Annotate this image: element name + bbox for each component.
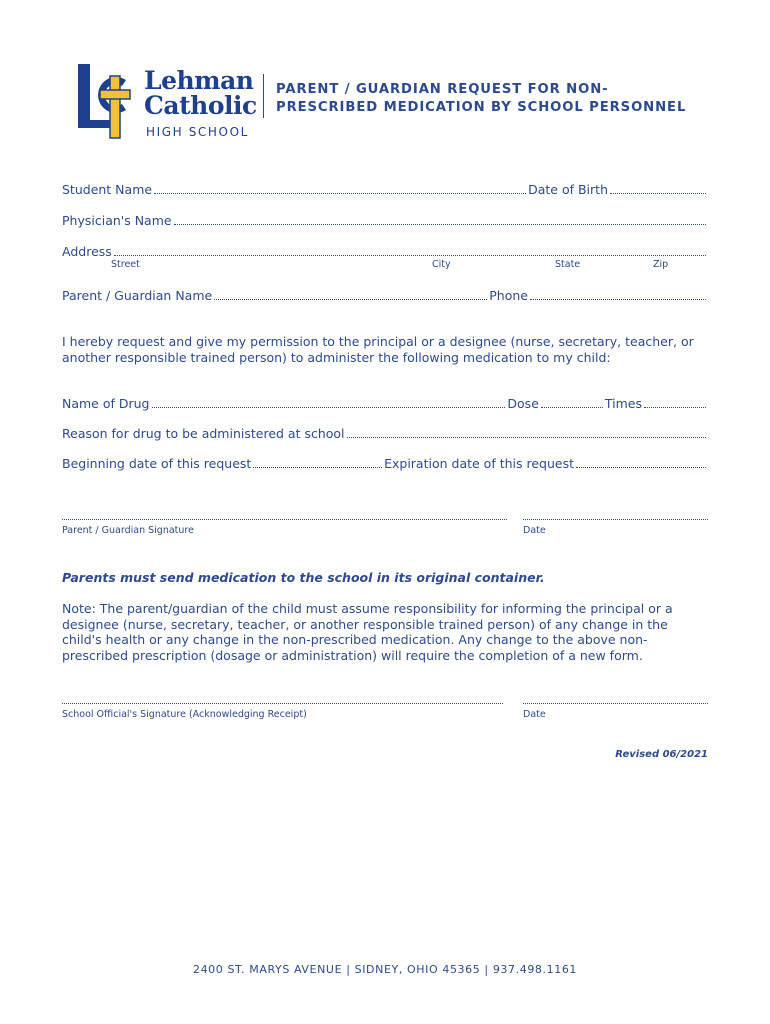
address-state-label: State — [555, 259, 581, 270]
logo-word-high-school: HIGH SCHOOL — [146, 125, 249, 139]
physician-name-label: Physician's Name — [62, 213, 172, 228]
revised-date: Revised 06/2021 — [615, 749, 708, 760]
guardian-name-field[interactable] — [214, 298, 487, 300]
form-title — [276, 81, 746, 117]
guardian-date-line[interactable] — [523, 519, 708, 520]
drug-name-field[interactable] — [152, 406, 506, 408]
beginning-date-field[interactable] — [253, 466, 382, 468]
student-row — [62, 182, 708, 197]
physician-name-field[interactable] — [174, 223, 706, 225]
official-signature-line[interactable] — [62, 703, 503, 704]
address-city-label: City — [432, 259, 451, 270]
address-row — [62, 244, 708, 259]
guardian-date-label: Date — [523, 525, 546, 536]
reason-field[interactable] — [347, 436, 706, 438]
logo-word-catholic: Catholic — [144, 91, 257, 120]
address-street-label: Street — [111, 259, 140, 270]
student-name-label: Student Name — [62, 182, 153, 197]
dob-label: Date of Birth — [528, 182, 608, 197]
lc-cross-logo-icon — [76, 62, 132, 140]
guardian-row — [62, 288, 708, 303]
official-date-line[interactable] — [523, 703, 708, 704]
physician-row — [62, 213, 708, 228]
dates-row — [62, 456, 708, 471]
note-paragraph: Note: The parent/guardian of the child must assume responsibility for informing the principal or a designee (nurse, secretary, teacher, or another responsible trained person) of any change in the child's health or any change in the non-prescribed medication. Any change to the above non-prescribed prescription (dosage or administration) will require the completion of a new form. — [62, 601, 673, 663]
dob-field[interactable] — [610, 192, 706, 194]
official-date-label: Date — [523, 709, 546, 720]
student-name-field[interactable] — [154, 192, 526, 194]
drug-row — [62, 396, 708, 411]
header-divider — [263, 74, 264, 118]
guardian-signature-label: Parent / Guardian Signature — [62, 525, 194, 536]
dose-label: Dose — [507, 396, 539, 411]
phone-label: Phone — [489, 288, 528, 303]
drug-name-label: Name of Drug — [62, 396, 150, 411]
request-paragraph: I hereby request and give my permission to the principal or a designee (nurse, secretary, teacher, or another responsible trained person) to administer the following medication to my child: — [62, 334, 694, 365]
dose-field[interactable] — [541, 406, 603, 408]
times-field[interactable] — [644, 406, 706, 408]
footer-address: 2400 ST. MARYS AVENUE | SIDNEY, OHIO 45365 | 937.498.1161 — [192, 963, 578, 976]
phone-field[interactable] — [530, 298, 706, 300]
official-signature-label: School Official's Signature (Acknowledging Receipt) — [62, 709, 307, 720]
school-logo — [76, 62, 256, 142]
times-label: Times — [604, 396, 642, 411]
expiration-date-field[interactable] — [576, 466, 706, 468]
expiration-date-label: Expiration date of this request — [384, 456, 574, 471]
logo-word-lehman: Lehman — [144, 66, 254, 95]
beginning-date-label: Beginning date of this request — [62, 456, 252, 471]
reason-row — [62, 426, 708, 441]
address-field[interactable] — [114, 254, 706, 256]
container-notice: Parents must send medication to the school in its original container. — [62, 570, 545, 585]
form-title-line1: PARENT / GUARDIAN REQUEST FOR NON- — [276, 82, 609, 97]
address-label: Address — [62, 244, 112, 259]
guardian-name-label: Parent / Guardian Name — [62, 288, 213, 303]
address-zip-label: Zip — [653, 259, 669, 270]
form-title-line2: PRESCRIBED MEDICATION BY SCHOOL PERSONNEL — [276, 100, 687, 115]
reason-label: Reason for drug to be administered at school — [62, 426, 345, 441]
guardian-signature-line[interactable] — [62, 519, 507, 520]
